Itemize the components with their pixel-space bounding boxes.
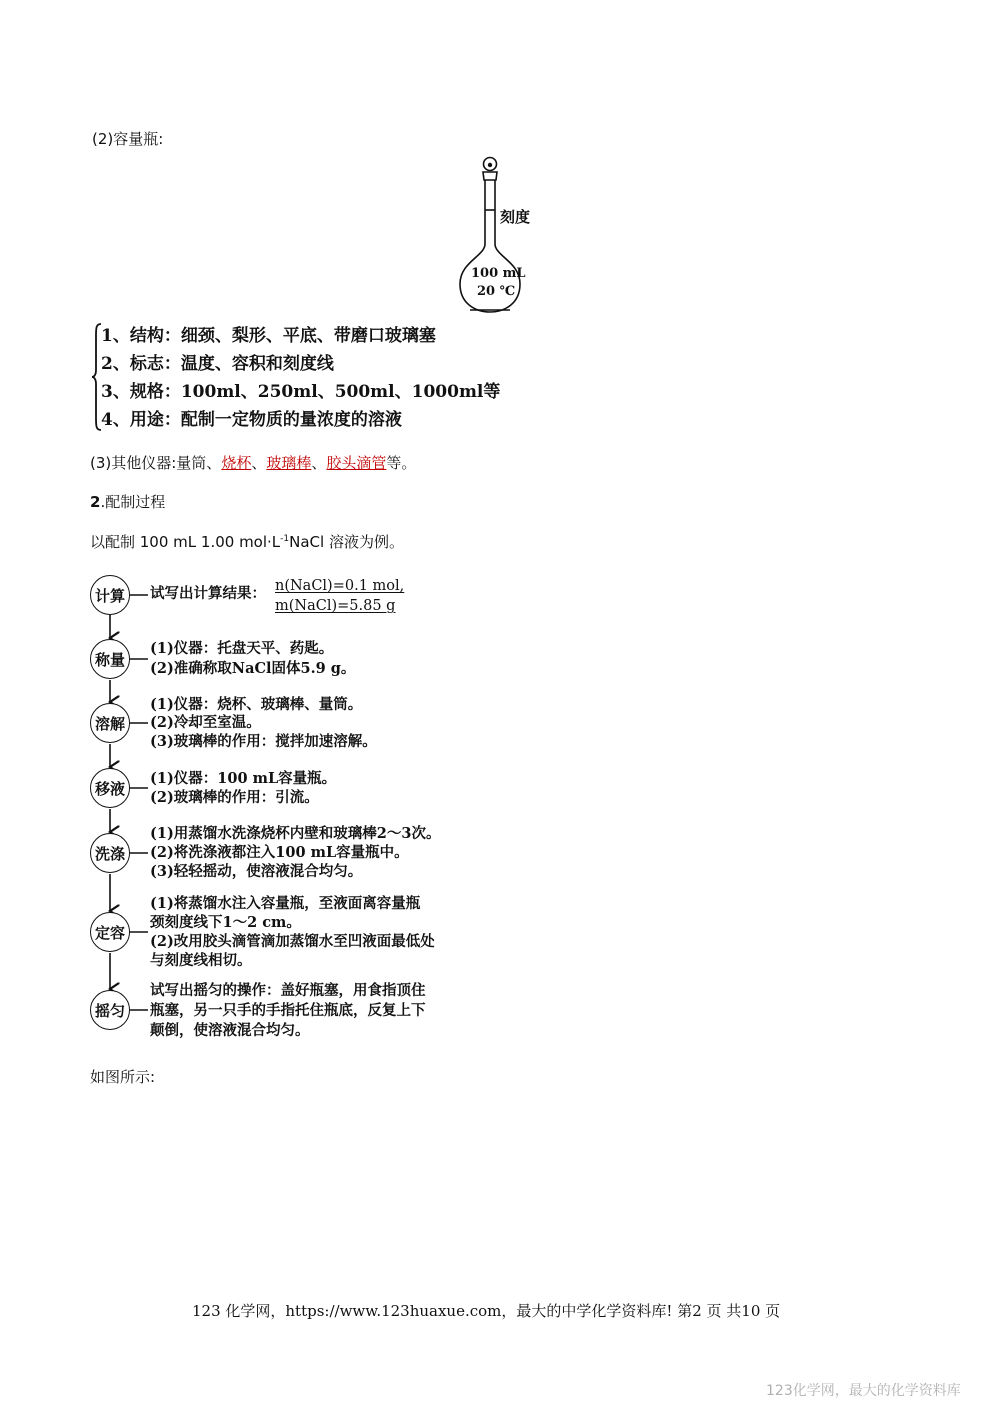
step-transfer-line-1: (1)仪器：100 mL容量瓶。: [150, 770, 337, 787]
example-line: [90, 531, 404, 552]
separator: 、: [311, 454, 327, 472]
example-sup: -1: [280, 534, 290, 544]
step-calculate-n: n(NaCl)=0.1 mol,: [275, 578, 405, 594]
feature-structure: 1、结构：细颈、梨形、平底、带磨口玻璃塞: [101, 326, 436, 346]
instrument-dropper: 胶头滴管: [326, 454, 387, 472]
step-fill-line-3: (2)改用胶头滴管滴加蒸馏水至凹液面最低处: [150, 933, 435, 950]
step-calculate-prompt: 试写出计算结果：: [150, 585, 266, 602]
flask-scale-label: 刻度: [500, 208, 531, 226]
instrument-glass-rod: 玻璃棒: [266, 454, 312, 472]
step-fill-line-2: 颈刻度线下1～2 cm。: [150, 914, 301, 931]
step-wash-line-2: (2)将洗涤液都注入100 mL容量瓶中。: [150, 844, 409, 861]
section-volumetric-flask-heading: (2)容量瓶:: [92, 130, 164, 148]
section2-title: .配制过程: [100, 493, 166, 511]
feature-specs: 3、规格：100ml、250ml、500ml、1000ml等: [101, 382, 501, 402]
step-wash-node: 洗涤: [90, 833, 130, 873]
step-dissolve-node: 溶解: [90, 703, 130, 743]
step-dissolve-line-1: (1)仪器：烧杯、玻璃棒、量筒。: [150, 696, 363, 713]
step-transfer-line-2: (2)玻璃棒的作用：引流。: [150, 789, 319, 806]
step-wash-line-3: (3)轻轻摇动，使溶液混合均匀。: [150, 863, 363, 880]
step-shake-line-2: 瓶塞，另一只手的手指托住瓶底，反复上下: [150, 1002, 426, 1019]
step-calculate-node: 计算: [90, 575, 130, 615]
step-dissolve-line-2: (2)冷却至室温。: [150, 714, 261, 731]
step-weigh-line-1: (1)仪器：托盘天平、药匙。: [150, 640, 334, 657]
step-shake-line-3: 颠倒，使溶液混合均匀。: [150, 1022, 310, 1039]
step-fill-to-mark-node: 定容: [90, 912, 130, 952]
separator: 、: [251, 454, 267, 472]
step-weigh-line-2: (2)准确称取NaCl固体5.9 g。: [150, 660, 356, 677]
watermark-text: 123化学网，最大的化学资料库: [766, 1383, 961, 1399]
step-calculate-m: m(NaCl)=5.85 g: [275, 598, 396, 614]
step-wash-line-1: (1)用蒸馏水洗涤烧杯内壁和玻璃棒2～3次。: [150, 825, 441, 842]
flask-temperature-label: 20 ℃: [477, 284, 516, 299]
step-fill-line-4: 与刻度线相切。: [150, 952, 252, 969]
feature-markings: 2、标志：温度、容积和刻度线: [101, 354, 334, 374]
step-dissolve-line-3: (3)玻璃棒的作用：搅拌加速溶解。: [150, 733, 377, 750]
other-instruments-suffix: 等。: [386, 454, 417, 472]
figure-caption: 如图所示:: [90, 1068, 156, 1086]
step-transfer-node: 移液: [90, 768, 130, 808]
page-footer: 123 化学网，https://www.123huaxue.com，最大的中学化学资料库! 第2 页 共10 页: [192, 1302, 781, 1320]
step-shake-line-1: 试写出摇匀的操作：盖好瓶塞，用食指顶住: [150, 982, 426, 999]
other-instruments-prefix: (3)其他仪器:量筒、: [90, 454, 222, 472]
example-post: NaCl 溶液为例。: [289, 533, 404, 551]
example-pre: 以配制 100 mL 1.00 mol·L: [90, 533, 281, 551]
other-instruments-line: [90, 452, 416, 473]
step-weigh-node: 称量: [90, 639, 130, 679]
section2-number: 2: [90, 493, 101, 511]
section2-heading: [90, 491, 165, 512]
instrument-beaker: 烧杯: [221, 454, 252, 472]
step-shake-node: 摇匀: [90, 990, 130, 1030]
flask-volume-label: 100 mL: [471, 266, 526, 281]
feature-usage: 4、用途：配制一定物质的量浓度的溶液: [101, 410, 402, 430]
step-fill-line-1: (1)将蒸馏水注入容量瓶，至液面离容量瓶: [150, 895, 421, 912]
